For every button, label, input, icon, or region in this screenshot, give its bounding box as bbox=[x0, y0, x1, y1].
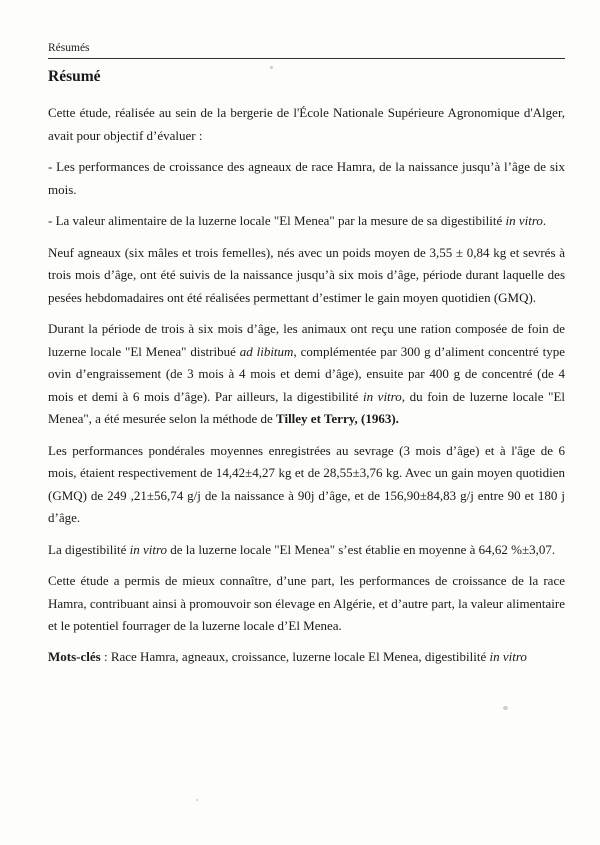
ration-italic-2: in vitro bbox=[362, 388, 402, 404]
digest-text-2: de la luzerne locale "El Menea" s’est établie en moyenne à 64,62 %±3,07. bbox=[167, 541, 556, 557]
ration-italic-1: ad libitum bbox=[239, 343, 294, 359]
paragraph-ration bbox=[48, 318, 565, 431]
abstract-body bbox=[48, 102, 565, 677]
keywords-italic: in vitro bbox=[489, 648, 527, 664]
paragraph-intro: Cette étude, réalisée au sein de la bergerie de l'École Nationale Supérieure Agronomique d'Alger, avait pour objectif d’évaluer : bbox=[48, 105, 565, 143]
scan-speck bbox=[270, 66, 273, 69]
paragraph-digestibility bbox=[48, 539, 565, 562]
digest-italic: in vitro bbox=[129, 541, 168, 557]
keywords-label: Mots-clés bbox=[48, 648, 101, 664]
objective-2-text: - La valeur alimentaire de la luzerne locale "El Menea" par la mesure de sa digestibilité bbox=[48, 213, 506, 228]
paragraph-animals: Neuf agneaux (six mâles et trois femelles), nés avec un poids moyen de 3,55 ± 0,84 kg et sevrés à trois mois d’âge, ont été suivis de la naissance jusqu’à six mois d’âge, période durant laquelle des pesées hebdomadaires ont été réalisées permettant d’estimer le gain moyen quotidien (GMQ). bbox=[48, 244, 565, 305]
keywords-separator: : bbox=[100, 648, 111, 664]
scan-speck bbox=[503, 706, 508, 710]
running-header: Résumés bbox=[48, 42, 90, 54]
digest-text-1: La digestibilité bbox=[48, 541, 130, 557]
objective-2-italic: in vitro bbox=[505, 213, 543, 228]
paragraph-conclusion: Cette étude a permis de mieux connaître, d’une part, les performances de croissance de la race Hamra, contribuant ainsi à promouvoir son élevage en Algérie, et d’autre part, la valeur alimentaire et le potentiel fourrager de la luzerne locale d’El Menea. bbox=[48, 573, 565, 633]
page-title: Résumé bbox=[48, 68, 101, 85]
ration-text-2: , complémentée par 300 g d’aliment concentré type ovin d’engraissement (de 3 mois à 4 mois et demi d’âge), ensuite par 400 g de concentré (de 4 mois et demi à 6 mois d’âge). Par ailleurs, la digestibilité bbox=[48, 343, 565, 404]
keywords-text: Race Hamra, agneaux, croissance, luzerne locale El Menea, digestibilité bbox=[110, 648, 490, 664]
ration-text-1: Durant la période de trois à six mois d’âge, les animaux ont reçu une ration composée de foin de luzerne locale "El Menea" distribué bbox=[48, 321, 565, 359]
scan-speck bbox=[196, 799, 198, 801]
objective-2-end: . bbox=[542, 213, 547, 228]
ration-citation: Tilley et Terry, (1963). bbox=[276, 411, 399, 426]
header-rule bbox=[48, 58, 565, 59]
paragraph-objective-1: - Les performances de croissance des agneaux de race Hamra, de la naissance jusqu’à l’âge de six mois. bbox=[48, 159, 565, 197]
keywords-line bbox=[48, 646, 565, 669]
paragraph-results: Les performances pondérales moyennes enregistrées au sevrage (3 mois d’âge) et à l'âge de 6 mois, étaient respectivement de 14,42±4,27 kg et de 28,55±3,76 kg. Avec un gain moyen quotidien (GMQ) de 249 ,21±56,74 g/j de la naissance à 90j d’âge, et de 156,90±84,83 g/j entre 90 et 180 j d’âge. bbox=[48, 442, 565, 525]
paragraph-objective-2 bbox=[48, 210, 565, 233]
ration-text-3: , du foin de luzerne locale "El Menea", a été mesurée selon la méthode de bbox=[48, 388, 566, 426]
